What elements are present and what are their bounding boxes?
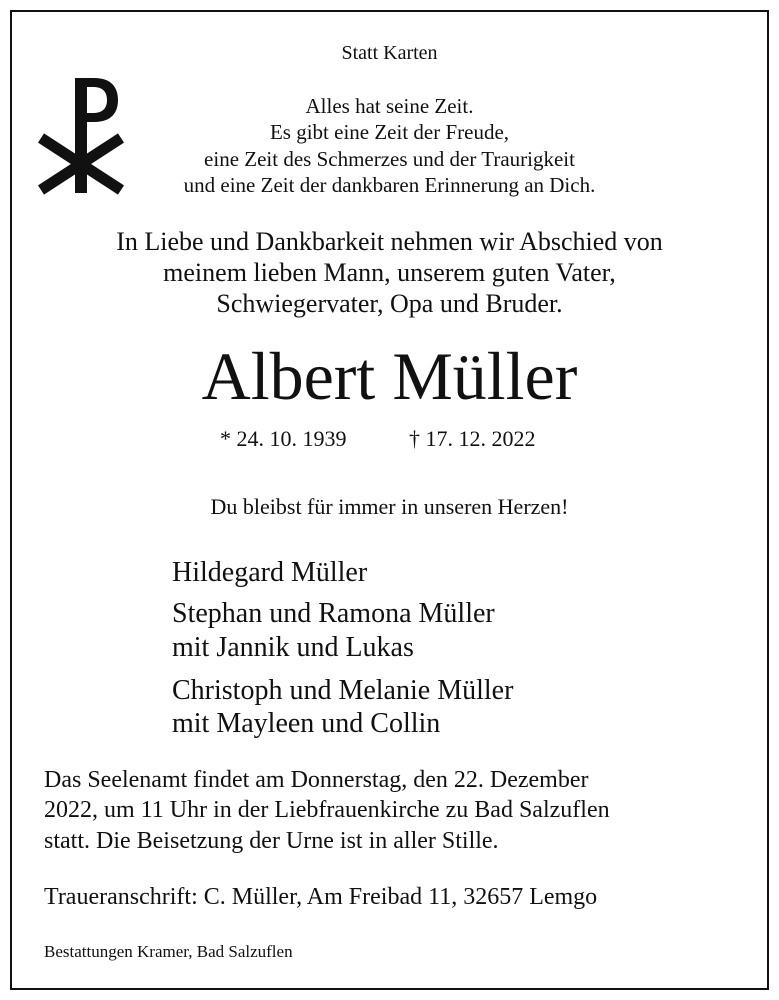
mourner: Christoph und Melanie Müller xyxy=(172,675,514,706)
service-line: Das Seelenamt findet am Donnerstag, den 22. Dezember xyxy=(44,767,589,793)
birth-date: * 24. 10. 1939 xyxy=(220,426,347,451)
mourning-address: Traueranschrift: C. Müller, Am Freibad 11, 32657 Lemgo xyxy=(44,884,598,910)
death-date: † 17. 12. 2022 xyxy=(409,426,536,451)
service-line: statt. Die Beisetzung der Urne ist in aller Stille. xyxy=(44,828,499,854)
motto: Du bleibst für immer in unseren Herzen! xyxy=(210,494,569,519)
mourner: Stephan und Ramona Müller xyxy=(172,598,495,629)
service-line: 2022, um 11 Uhr in der Liebfrauenkirche zu Bad Salzuflen xyxy=(44,797,610,823)
deceased-name: Albert Müller xyxy=(201,338,578,414)
poem-line: Es gibt eine Zeit der Freude, xyxy=(269,120,510,144)
intro-line: Schwiegervater, Opa und Bruder. xyxy=(216,289,563,318)
mourner: mit Mayleen und Collin xyxy=(172,708,441,739)
intro-line: meinem lieben Mann, unserem guten Vater, xyxy=(163,258,616,287)
statt-karten-note: Statt Karten xyxy=(341,42,438,64)
poem-line: und eine Zeit der dankbaren Erinnerung an Dich. xyxy=(183,173,596,197)
funeral-home: Bestattungen Kramer, Bad Salzuflen xyxy=(44,942,293,961)
mourner: Hildegard Müller xyxy=(172,557,368,588)
poem-line: Alles hat seine Zeit. xyxy=(305,94,474,118)
intro-line: In Liebe und Dankbarkeit nehmen wir Abschied von xyxy=(116,227,663,256)
poem-line: eine Zeit des Schmerzes und der Traurigkeit xyxy=(204,147,575,171)
mourner: mit Jannik und Lukas xyxy=(172,632,414,663)
